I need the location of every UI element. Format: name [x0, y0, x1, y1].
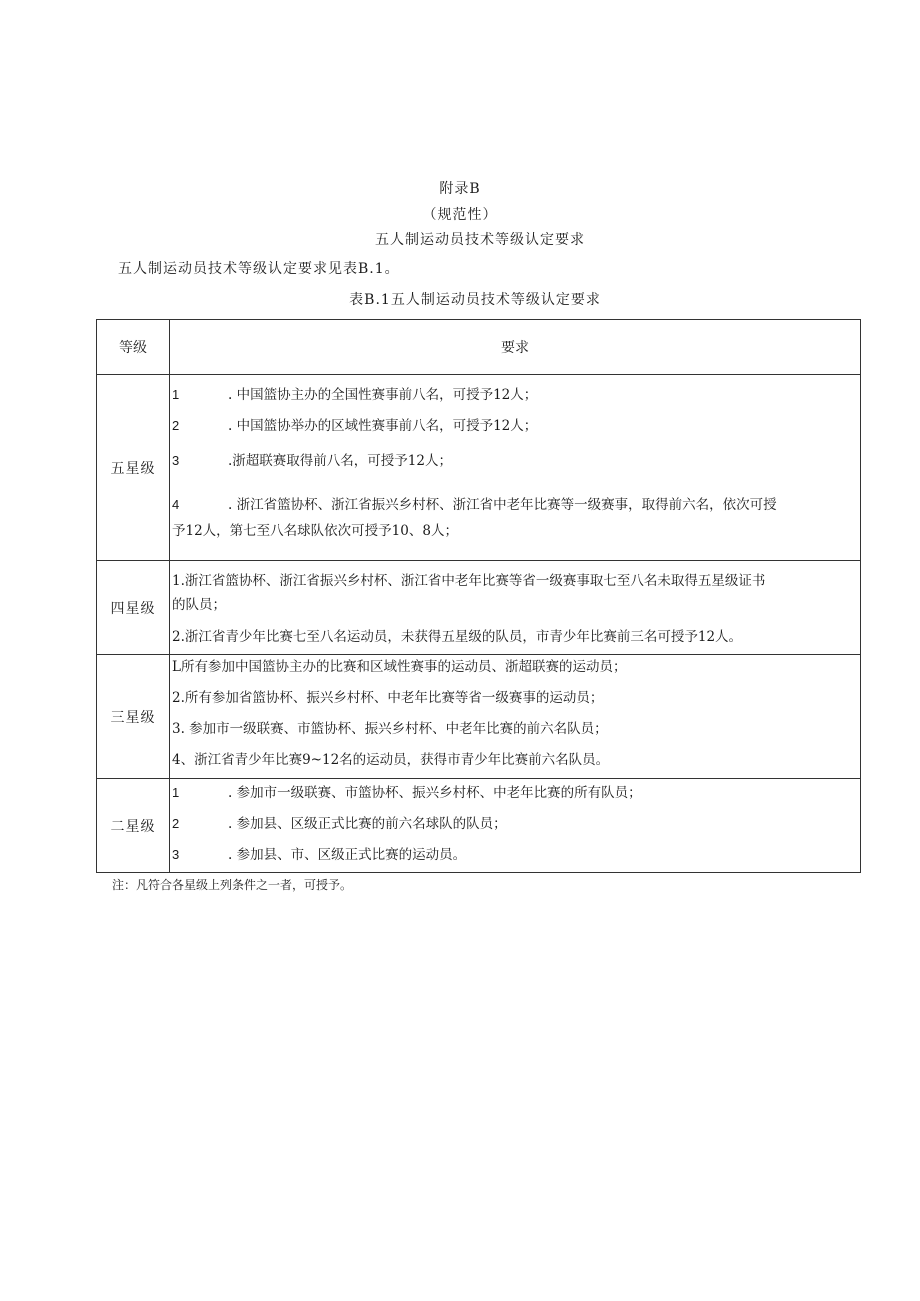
column-header-grade: 等级 — [97, 320, 170, 375]
table-row-three-star — [97, 655, 861, 779]
requirements-table — [96, 319, 861, 873]
requirements-cell — [170, 655, 861, 779]
table-note: 注：凡符合各星级上列条件之一者，可授予。 — [112, 878, 353, 892]
item-text: .浙超联赛取得前八名，可授予12人； — [228, 453, 452, 469]
appendix-type: （规范性） — [422, 207, 498, 223]
list-item — [172, 495, 856, 515]
list-item — [172, 451, 856, 471]
item-number: 1 — [172, 785, 180, 800]
item-text: . 中国篮协举办的区域性赛事前八名，可授予12人； — [228, 418, 538, 434]
table-row-four-star — [97, 561, 861, 655]
appendix-title: 五人制运动员技术等级认定要求 — [375, 232, 585, 248]
appendix-label: 附录B — [439, 181, 481, 197]
list-item: L所有参加中国篮协主办的比赛和区域性赛事的运动员、浙超联赛的运动员； — [172, 659, 627, 675]
table-row-two-star — [97, 779, 861, 873]
grade-cell: 四星级 — [97, 561, 170, 655]
table-row-five-star — [97, 375, 861, 561]
requirements-cell — [170, 561, 861, 655]
item-number: 3 — [172, 847, 180, 862]
item-text: . 中国篮协主办的全国性赛事前八名，可授予12人； — [228, 387, 538, 403]
list-item — [172, 783, 856, 803]
item-text: . 参加县、区级正式比赛的前六名球队的队员； — [228, 816, 507, 832]
item-number: 2 — [172, 816, 180, 831]
item-text: . 参加县、市、区级正式比赛的运动员。 — [228, 847, 467, 863]
list-item: 2.浙江省青少年比赛七至八名运动员，未获得五星级的队员，市青少年比赛前三名可授予12人。 — [172, 629, 743, 645]
list-item: 4、浙江省青少年比赛9~12名的运动员，获得市青少年比赛前六名队员。 — [172, 752, 610, 768]
list-item — [172, 814, 856, 834]
list-item — [172, 385, 856, 405]
intro-paragraph: 五人制运动员技术等级认定要求见表B.1。 — [118, 261, 400, 277]
item-number: 2 — [172, 418, 180, 433]
list-item — [172, 845, 856, 865]
table-header-row — [97, 320, 861, 375]
grade-cell: 五星级 — [97, 375, 170, 561]
list-item: 1.浙江省篮协杯、浙江省振兴乡村杯、浙江省中老年比赛等省一级赛事取七至八名未取得五星级证书 — [172, 573, 766, 589]
column-header-requirements: 要求 — [170, 320, 861, 375]
item-text: . 参加市一级联赛、市篮协杯、振兴乡村杯、中老年比赛的所有队员； — [228, 785, 642, 801]
table-caption: 表B.1五人制运动员技术等级认定要求 — [349, 292, 601, 308]
list-item-continuation: 予12人，第七至八名球队依次可授予10、8人； — [172, 523, 458, 539]
item-number: 4 — [172, 497, 180, 512]
grade-cell: 三星级 — [97, 655, 170, 779]
list-item-continuation: 的队员； — [172, 597, 226, 613]
item-text: . 浙江省篮协杯、浙江省振兴乡村杯、浙江省中老年比赛等一级赛事，取得前六名，依次可授 — [228, 497, 777, 513]
requirements-cell — [170, 375, 861, 561]
list-item: 2.所有参加省篮协杯、振兴乡村杯、中老年比赛等省一级赛事的运动员； — [172, 690, 604, 706]
list-item: 3. 参加市一级联赛、市篮协杯、振兴乡村杯、中老年比赛的前六名队员； — [172, 721, 608, 737]
grade-cell: 二星级 — [97, 779, 170, 873]
list-item — [172, 416, 856, 436]
item-number: 3 — [172, 453, 180, 468]
item-number: 1 — [172, 387, 180, 402]
requirements-cell — [170, 779, 861, 873]
